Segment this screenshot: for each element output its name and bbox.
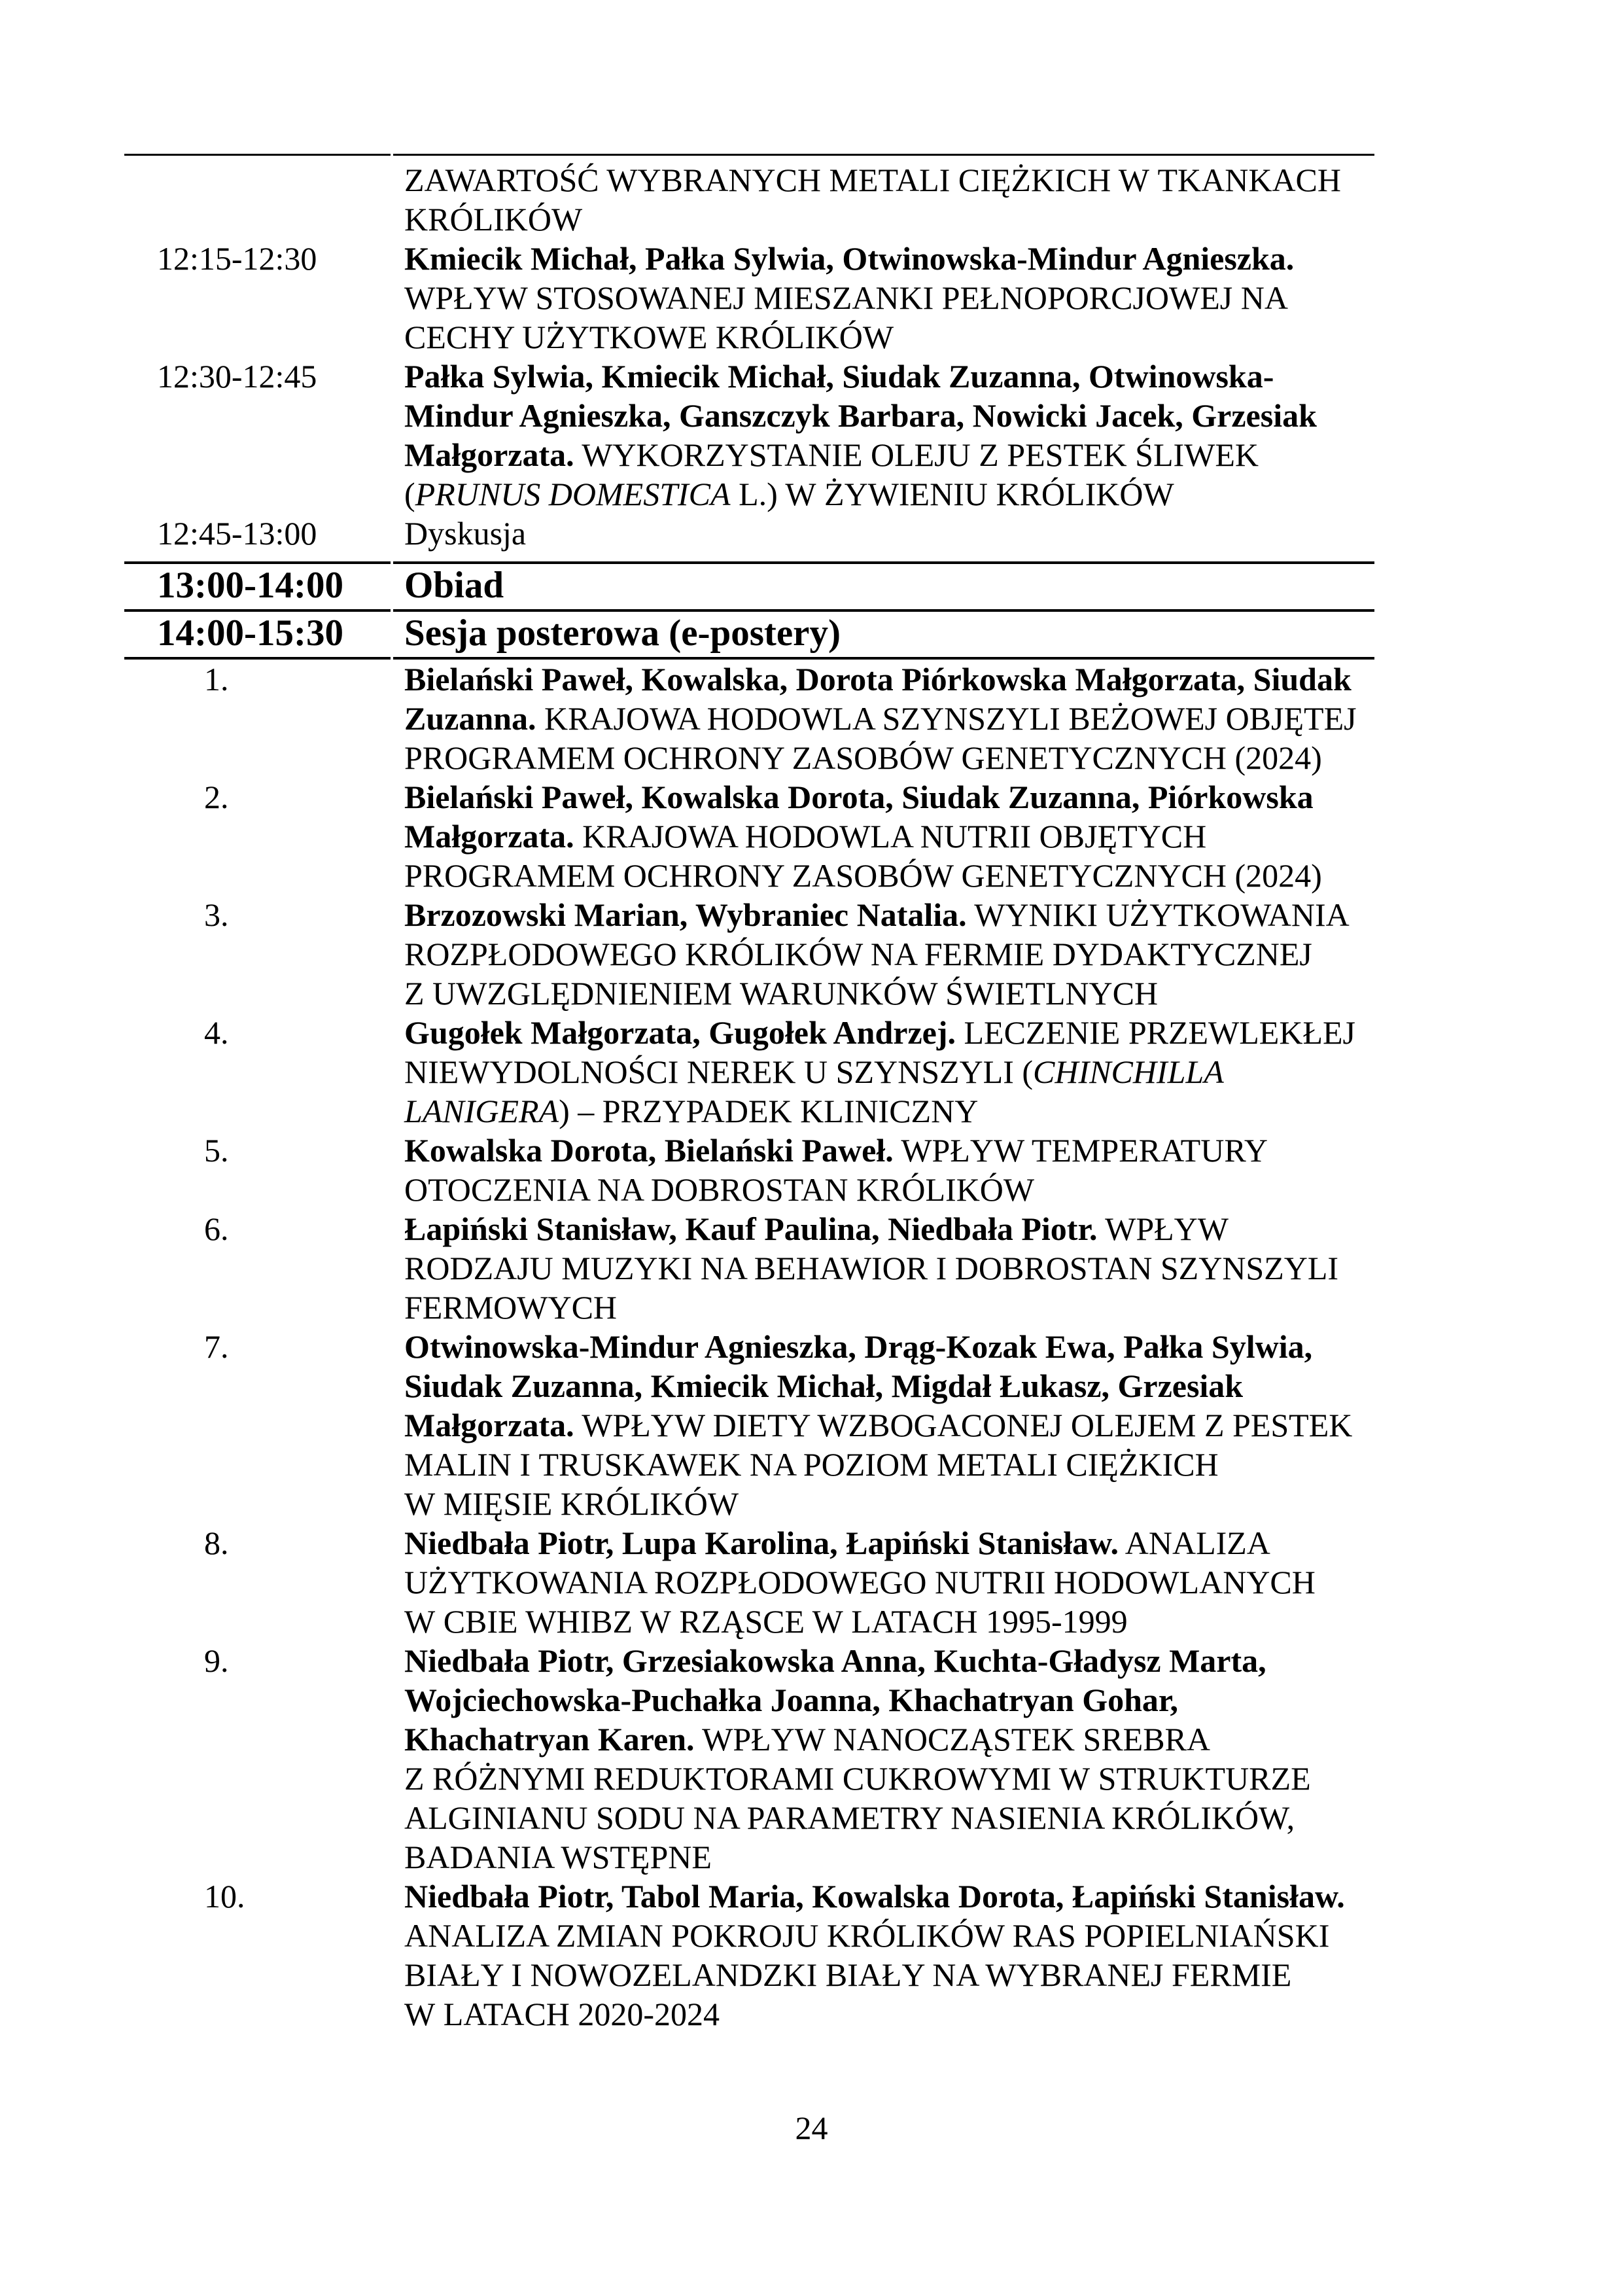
authors-segment: Bielański Paweł, Kowalska, Dorota Piórkowska Małgorzata, Siudak Zuzanna. xyxy=(404,661,1352,737)
time-cell: 14:00-15:30 xyxy=(124,609,391,657)
authors-segment: Brzozowski Marian, Wybraniec Natalia. xyxy=(404,896,967,933)
content-cell xyxy=(393,514,1374,561)
poster-row-5 xyxy=(124,1131,1374,1209)
content-cell xyxy=(393,657,1374,777)
title-text-segment: WYNIKI UŻYTKOWANIA ROZPŁODOWEGO KRÓLIKÓW NA FERMIE DYDAKTYCZNEJ Z UWZGLĘDNIENIEM WARUNKÓW ŚWIETLNYCH xyxy=(404,896,1348,1012)
title-text-segment: WPŁYW RODZAJU MUZYKI NA BEHAWIOR I DOBROSTAN SZYNSZYLI FERMOWYCH xyxy=(404,1210,1339,1326)
title-text-segment: WPŁYW NANOCZĄSTEK SREBRA Z RÓŻNYMI REDUKTORAMI CUKROWYMI W STRUKTURZE ALGINIANU SODU NA PARAMETRY NASIENIA KRÓLIKÓW, BADANIA WSTĘPNE xyxy=(404,1721,1311,1875)
authors-segment: Niedbała Piotr, Grzesiakowska Anna, Kuchta-Gładysz Marta, Wojciechowska-Puchałka Joanna, Khachatryan Gohar, Khachatryan Karen. xyxy=(404,1642,1266,1757)
poster-row-6 xyxy=(124,1209,1374,1327)
poster-row-3 xyxy=(124,895,1374,1013)
poster-row-7 xyxy=(124,1327,1374,1523)
authors-segment: Kowalska Dorota, Bielański Paweł. xyxy=(404,1132,894,1169)
title-text-segment: L.) W ŻYWIENIU KRÓLIKÓW xyxy=(730,476,1174,512)
continuation-row xyxy=(124,154,1374,239)
title-text-segment: LECZENIE PRZEWLEKŁEJ NIEWYDOLNOŚCI NEREK U SZYNSZYLI ( xyxy=(404,1014,1355,1090)
title-text-segment: WPŁYW TEMPERATURY OTOCZENIA NA DOBROSTAN KRÓLIKÓW xyxy=(404,1132,1267,1208)
title-text-segment: WPŁYW STOSOWANEJ MIESZANKI PEŁNOPORCJOWEJ NA CECHY UŻYTKOWE KRÓLIKÓW xyxy=(404,279,1287,355)
latin-name-segment: PRUNUS DOMESTICA xyxy=(415,476,731,512)
title-text-segment: KRAJOWA HODOWLA SZYNSZYLI BEŻOWEJ OBJĘTEJ PROGRAMEM OCHRONY ZASOBÓW GENETYCZNYCH (2024) xyxy=(404,700,1357,776)
title-text-segment: ) – PRZYPADEK KLINICZNY xyxy=(559,1093,979,1129)
content-cell xyxy=(393,1131,1374,1209)
program-table xyxy=(124,154,1374,2034)
content-cell xyxy=(393,1327,1374,1523)
session-row-13-00-14-00 xyxy=(124,561,1374,609)
content-cell xyxy=(393,609,1374,657)
content-cell xyxy=(393,1209,1374,1327)
authors-segment: Obiad xyxy=(404,565,504,606)
authors-segment: Kmiecik Michał, Pałka Sylwia, Otwinowska-Mindur Agnieszka. xyxy=(404,240,1295,277)
poster-number-cell: 7. xyxy=(204,1328,229,1365)
title-text-segment: ANALIZA UŻYTKOWANIA ROZPŁODOWEGO NUTRII HODOWLANYCH W CBIE WHIBZ W RZĄSCE W LATACH 1995-1999 xyxy=(404,1525,1316,1640)
poster-number-cell: 5. xyxy=(204,1132,229,1169)
content-cell xyxy=(393,154,1374,239)
title-text-segment: WPŁYW DIETY WZBOGACONEJ OLEJEM Z PESTEK MALIN I TRUSKAWEK NA POZIOM METALI CIĘŻKICH W MIĘSIE KRÓLIKÓW xyxy=(404,1407,1353,1522)
content-cell xyxy=(393,1877,1374,2034)
latin-name-segment: CHINCHILLA LANIGERA xyxy=(404,1053,1223,1129)
poster-number-cell: 9. xyxy=(204,1642,229,1679)
content-cell xyxy=(393,561,1374,609)
content-cell xyxy=(393,239,1374,357)
content-cell xyxy=(393,777,1374,895)
poster-number-cell: 8. xyxy=(204,1525,229,1561)
session-row-12-45-13-00 xyxy=(124,514,1374,561)
poster-number-cell: 10. xyxy=(204,1878,245,1915)
title-text-segment: KRAJOWA HODOWLA NUTRII OBJĘTYCH PROGRAMEM OCHRONY ZASOBÓW GENETYCZNYCH (2024) xyxy=(404,818,1322,894)
time-cell: 12:15-12:30 xyxy=(157,240,317,277)
content-cell xyxy=(393,895,1374,1013)
poster-number-cell: 1. xyxy=(124,657,391,777)
content-cell xyxy=(393,1641,1374,1877)
page-number: 24 xyxy=(795,2110,828,2146)
time-cell: 13:00-14:00 xyxy=(124,561,391,609)
authors-segment: Niedbała Piotr, Lupa Karolina, Łapiński Stanisław. xyxy=(404,1525,1119,1561)
authors-segment: Niedbała Piotr, Tabol Maria, Kowalska Dorota, Łapiński Stanisław. xyxy=(404,1878,1345,1915)
poster-row-2 xyxy=(124,777,1374,895)
poster-row-4 xyxy=(124,1013,1374,1131)
poster-number-cell: 3. xyxy=(204,896,229,933)
authors-segment: Otwinowska-Mindur Agnieszka, Drąg-Kozak Ewa, Pałka Sylwia, Siudak Zuzanna, Kmiecik Michał, Migdał Łukasz, Grzesiak Małgorzata. xyxy=(404,1328,1313,1443)
poster-row-10 xyxy=(124,1877,1374,2034)
authors-segment: Bielański Paweł, Kowalska Dorota, Siudak Zuzanna, Piórkowska Małgorzata. xyxy=(404,779,1314,855)
poster-number-cell: 4. xyxy=(204,1014,229,1051)
session-row-14-00-15-30 xyxy=(124,609,1374,657)
authors-segment: Sesja posterowa (e-postery) xyxy=(404,612,841,654)
poster-row-8 xyxy=(124,1523,1374,1641)
title-text-segment: WYKORZYSTANIE OLEJU Z PESTEK ŚLIWEK ( xyxy=(404,436,1259,512)
time-cell: 12:45-13:00 xyxy=(157,515,317,552)
time-cell: 12:30-12:45 xyxy=(157,358,317,395)
poster-row-9 xyxy=(124,1641,1374,1877)
session-row-12-30-12-45 xyxy=(124,357,1374,514)
time-cell xyxy=(124,154,391,239)
session-row-12-15-12-30 xyxy=(124,239,1374,357)
content-cell xyxy=(393,1523,1374,1641)
poster-number-cell: 2. xyxy=(204,779,229,815)
title-text-segment: Dyskusja xyxy=(404,515,527,552)
authors-segment: Gugołek Małgorzata, Gugołek Andrzej. xyxy=(404,1014,956,1051)
authors-segment: Łapiński Stanisław, Kauf Paulina, Niedbała Piotr. xyxy=(404,1210,1098,1247)
authors-segment: Pałka Sylwia, Kmiecik Michał, Siudak Zuzanna, Otwinowska-Mindur Agnieszka, Ganszczyk Barbara, Nowicki Jacek, Grzesiak Małgorzata. xyxy=(404,358,1317,473)
poster-number-cell: 6. xyxy=(204,1210,229,1247)
content-cell xyxy=(393,357,1374,514)
title-text-segment: ZAWARTOŚĆ WYBRANYCH METALI CIĘŻKICH W TKANKACH KRÓLIKÓW xyxy=(404,162,1342,238)
content-cell xyxy=(393,1013,1374,1131)
poster-row-1 xyxy=(124,657,1374,777)
title-text-segment: ANALIZA ZMIAN POKROJU KRÓLIKÓW RAS POPIELNIAŃSKI BIAŁY I NOWOZELANDZKI BIAŁY NA WYBRANEJ FERMIE W LATACH 2020-2024 xyxy=(404,1917,1330,2032)
